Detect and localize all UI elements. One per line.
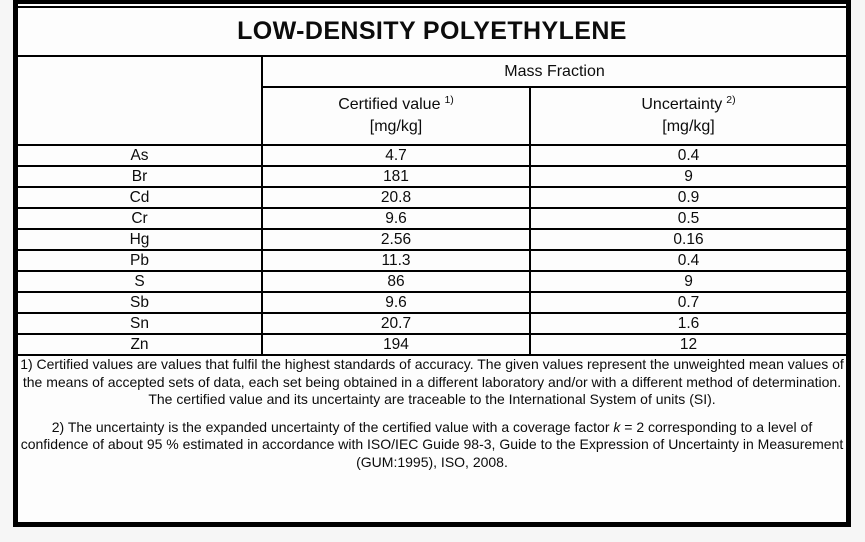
certified-value-cell: 11.3 — [262, 250, 530, 271]
table-row — [18, 313, 846, 334]
element-cell: Cr — [18, 208, 262, 229]
certified-value-cell: 20.8 — [262, 187, 530, 208]
footnote-2-text: 2) The uncertainty is the expanded uncertainty of the certified value with a coverage factor — [51, 418, 614, 435]
certified-value-header-line1 — [263, 94, 529, 116]
certified-value-cell: 9.6 — [262, 292, 530, 313]
uncertainty-unit: [mg/kg] — [662, 118, 715, 135]
footnote-2 — [18, 419, 846, 472]
element-cell: Zn — [18, 334, 262, 355]
element-cell: Pb — [18, 250, 262, 271]
uncertainty-header — [530, 87, 846, 145]
table-row — [18, 229, 846, 250]
certified-value-cell: 4.7 — [262, 145, 530, 166]
table-title: LOW-DENSITY POLYETHYLENE — [18, 8, 846, 56]
table-row — [18, 334, 846, 355]
element-cell: Cd — [18, 187, 262, 208]
certified-value-header — [262, 87, 530, 145]
group-header-row — [18, 56, 846, 87]
certificate-table-frame — [13, 0, 851, 527]
table-row — [18, 250, 846, 271]
certificate-table — [18, 8, 846, 481]
uncertainty-footnote-ref: 2) — [726, 93, 736, 106]
element-cell: Br — [18, 166, 262, 187]
uncertainty-cell: 0.4 — [530, 145, 846, 166]
uncertainty-cell: 0.16 — [530, 229, 846, 250]
mass-fraction-header: Mass Fraction — [262, 56, 846, 87]
certified-value-label: Certified value — [338, 96, 441, 113]
table-row — [18, 271, 846, 292]
element-cell: Hg — [18, 229, 262, 250]
uncertainty-cell: 0.7 — [530, 292, 846, 313]
footnotes-section — [18, 355, 846, 481]
certified-value-cell: 20.7 — [262, 313, 530, 334]
table-row — [18, 166, 846, 187]
element-cell: As — [18, 145, 262, 166]
element-cell: Sb — [18, 292, 262, 313]
table-row — [18, 187, 846, 208]
corner-cell — [18, 56, 262, 145]
uncertainty-label: Uncertainty — [641, 96, 723, 113]
certified-value-cell: 2.56 — [262, 229, 530, 250]
uncertainty-cell: 0.5 — [530, 208, 846, 229]
uncertainty-cell: 9 — [530, 166, 846, 187]
uncertainty-cell: 12 — [530, 334, 846, 355]
certified-value-unit: [mg/kg] — [369, 118, 423, 135]
title-row — [18, 8, 846, 56]
table-row — [18, 292, 846, 313]
footnote-2-k-symbol: k — [613, 418, 621, 435]
table-row — [18, 145, 846, 166]
uncertainty-cell: 9 — [530, 271, 846, 292]
certified-value-cell: 9.6 — [262, 208, 530, 229]
uncertainty-header-line1 — [531, 94, 846, 116]
table-row — [18, 208, 846, 229]
uncertainty-cell: 0.9 — [530, 187, 846, 208]
uncertainty-cell: 0.4 — [530, 250, 846, 271]
element-cell: S — [18, 271, 262, 292]
footnotes-row — [18, 355, 846, 481]
certified-value-footnote-ref: 1) — [444, 93, 454, 106]
footnote-1: 1) Certified values are values that fulfil the highest standards of accuracy. The given values represent the unweighted mean values of the means of accepted sets of data, each set being obtained in a different laboratory and/or with a different method of determination. The certified value and its uncertainty are traceable to the International System of units (SI). — [20, 356, 844, 407]
footnote-2-text: = 2 corresponding to a level of confidence of about 95 % estimated in accordance with ISO/IEC Guide 98-3, Guide to the Expression of Uncertainty in Measurement (GUM:1995), ISO, 2008. — [20, 418, 844, 470]
uncertainty-cell: 1.6 — [530, 313, 846, 334]
certified-value-cell: 194 — [262, 334, 530, 355]
element-cell: Sn — [18, 313, 262, 334]
certified-value-cell: 181 — [262, 166, 530, 187]
certified-value-cell: 86 — [262, 271, 530, 292]
